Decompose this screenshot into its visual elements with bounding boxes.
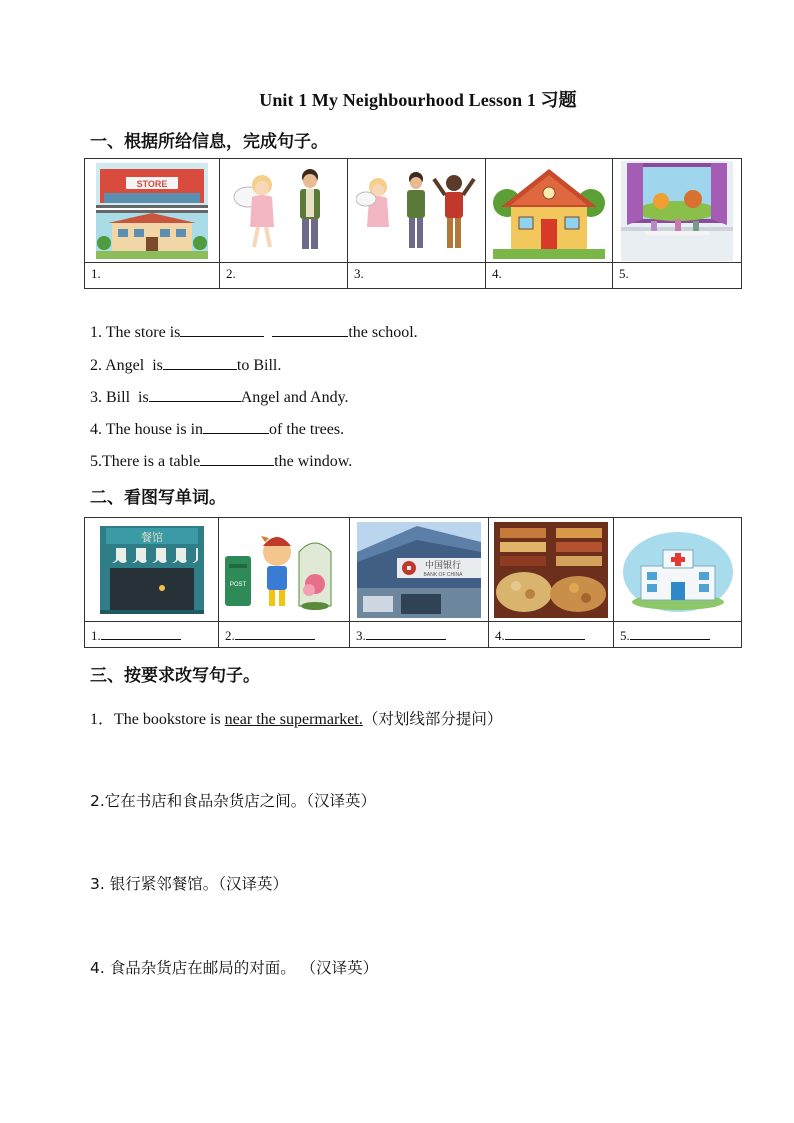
rewrite-item-2: 2.它在书店和食品杂货店之间。（汉译英） xyxy=(90,792,377,810)
word-number-3: 3. xyxy=(356,628,366,643)
rewrite-item-1-prefix: 1．The bookstore is xyxy=(90,711,225,728)
sentence-2-end: to Bill. xyxy=(236,357,282,374)
picture-cell-house-trees xyxy=(486,159,613,263)
sentence-4-end: of the trees. xyxy=(269,421,345,438)
picture-number-2: 2. xyxy=(220,263,348,289)
rewrite-item-4: 4. 食品杂货店在邮局的对面。 （汉译英） xyxy=(90,959,379,977)
word-answer-blank-5[interactable] xyxy=(630,625,710,640)
picture-cell-store-school xyxy=(85,159,220,263)
sentence-5-start: 5.There is a table xyxy=(90,453,201,470)
section-3-heading: 三、按要求改写句子。 xyxy=(90,666,260,686)
picture-number-3: 3. xyxy=(348,263,486,289)
grocery-store-picture xyxy=(494,522,608,618)
sentence-2 xyxy=(90,355,281,375)
sentence-3 xyxy=(90,387,349,407)
post-office-picture xyxy=(223,522,345,618)
word-number-5: 5. xyxy=(620,628,630,643)
word-answer-blank-2[interactable] xyxy=(235,625,315,640)
sentence-1-end: the school. xyxy=(348,324,418,341)
word-answer-cell-5 xyxy=(614,622,742,648)
word-number-1: 1. xyxy=(91,628,101,643)
answer-blank-1a[interactable] xyxy=(180,322,264,337)
picture-number-1: 1. xyxy=(85,263,220,289)
sentence-4-start: 4. The house is in xyxy=(90,421,204,438)
hospital-picture xyxy=(621,522,735,618)
section-1-heading: 一、根据所给信息，完成句子。 xyxy=(90,132,328,152)
word-answer-cell-4 xyxy=(489,622,614,648)
sentence-5 xyxy=(90,451,352,471)
sentence-4 xyxy=(90,419,344,439)
sentence-1-start: 1. The store is xyxy=(90,324,181,341)
sentence-5-end: the window. xyxy=(274,453,353,470)
picture-cell-post-office xyxy=(219,518,350,622)
restaurant-picture xyxy=(96,522,208,618)
picture-cell-bill-between xyxy=(348,159,486,263)
picture-cell-restaurant xyxy=(85,518,219,622)
section-1-picture-table xyxy=(84,158,742,289)
page-title: Unit 1 My Neighbourhood Lesson 1 习题 xyxy=(259,90,577,110)
picture-number-4: 4. xyxy=(486,263,613,289)
sentence-3-end: Angel and Andy. xyxy=(240,389,349,406)
store-and-school-picture xyxy=(96,163,208,259)
rewrite-item-3: 3. 银行紧邻餐馆。（汉译英） xyxy=(90,875,288,893)
section-2-heading: 二、看图写单词。 xyxy=(90,488,226,508)
picture-cell-table-window xyxy=(613,159,742,263)
table-under-window-picture xyxy=(621,161,733,261)
section-2-picture-table xyxy=(84,517,742,648)
bank-picture xyxy=(357,522,481,618)
rewrite-item-1 xyxy=(90,706,502,729)
answer-blank-4[interactable] xyxy=(203,419,269,434)
post-sign-text: POST xyxy=(229,581,247,588)
store-sign-text: STORE xyxy=(136,178,168,189)
word-number-2: 2. xyxy=(225,628,235,643)
picture-cell-grocery xyxy=(489,518,614,622)
house-in-front-of-trees-picture xyxy=(493,163,605,259)
word-number-4: 4. xyxy=(495,628,505,643)
word-answer-cell-2 xyxy=(219,622,350,648)
sentence-3-start: 3. Bill is xyxy=(90,389,149,406)
word-answer-blank-1[interactable] xyxy=(101,625,181,640)
restaurant-sign-text: 餐馆 xyxy=(140,530,163,544)
word-answer-blank-3[interactable] xyxy=(366,625,446,640)
picture-cell-angel-bill xyxy=(220,159,348,263)
bill-between-angel-andy-picture xyxy=(356,163,478,259)
bank-sign-english: BANK OF CHINA xyxy=(423,571,463,578)
answer-blank-1b[interactable] xyxy=(272,322,348,337)
answer-blank-3[interactable] xyxy=(149,387,241,402)
word-answer-cell-3 xyxy=(350,622,489,648)
picture-cell-bank xyxy=(350,518,489,622)
rewrite-item-1-underlined: near the supermarket. xyxy=(224,711,363,728)
sentence-2-start: 2. Angel is xyxy=(90,357,163,374)
bank-sign-text: 中国银行 xyxy=(424,560,462,571)
word-answer-blank-4[interactable] xyxy=(505,625,585,640)
angel-next-to-bill-picture xyxy=(228,163,340,259)
answer-blank-2[interactable] xyxy=(163,355,237,370)
sentence-1 xyxy=(90,322,418,342)
answer-blank-5[interactable] xyxy=(200,451,274,466)
word-answer-cell-1 xyxy=(85,622,219,648)
sentence-1-gap xyxy=(264,324,272,341)
picture-number-5: 5. xyxy=(613,263,742,289)
picture-cell-hospital xyxy=(614,518,742,622)
rewrite-item-1-instruction: （对划线部分提问） xyxy=(362,710,503,728)
